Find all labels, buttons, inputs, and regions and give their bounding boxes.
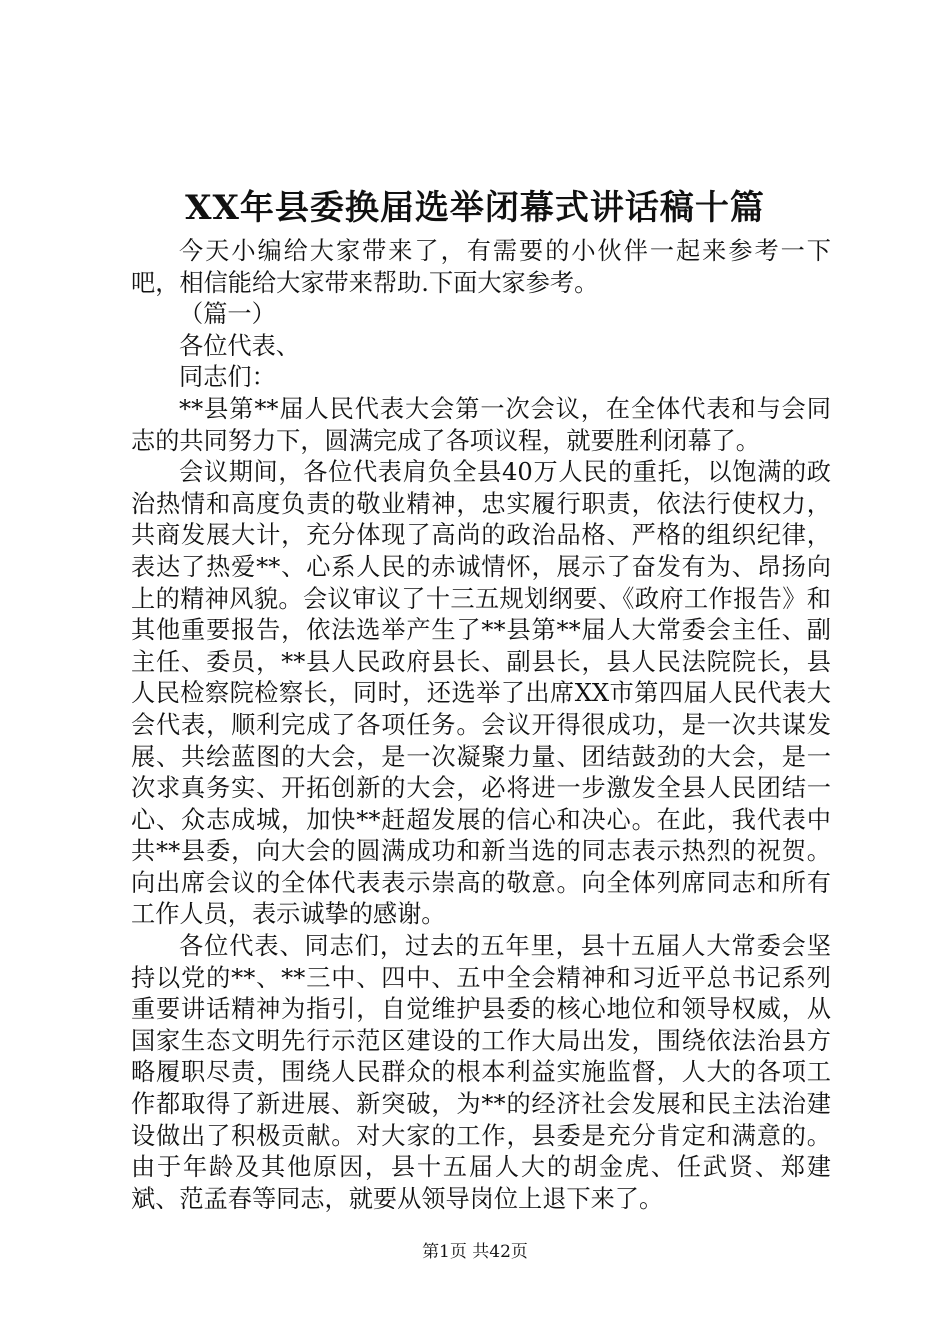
paragraph-salutation-delegates: 各位代表、 bbox=[179, 331, 300, 360]
document-title: XX年县委换届选举闭幕式讲话稿十篇 bbox=[185, 188, 765, 228]
paragraph-salutation-comrades: 同志们： bbox=[179, 363, 276, 392]
paragraph-section-label: （篇一） bbox=[179, 300, 276, 329]
paragraph-five-years-review: 各位代表、同志们，过去的五年里，县十五届人大常委会坚持以党的**、**三中、四中、五中全会精神和习近平总书记系列重要讲话精神为指引，自觉维护县委的核心地位和领导权威，从国家生态文明先行示范区建设的工作大局出发，围绕依法治县方略履职尽责，围绕人民群众的根本利益实施监督，人大的各项工作都取得了新进展、新突破，为**的经济社会发展和民主法治建设做出了积极贡献。对大家的工作，县委是充分肯定和满意的。由于年龄及其他原因，县十五届人大的胡金虎、任武贤、郑建斌、范孟春等同志，就要从领导岗位上退下来了。 bbox=[131, 932, 831, 1213]
paragraph-intro: 今天小编给大家带来了，有需要的小伙伴一起来参考一下吧，相信能给大家带来帮助.下面大家参考。 bbox=[131, 237, 831, 297]
paragraph-meeting-summary: 会议期间，各位代表肩负全县40万人民的重托，以饱满的政治热情和高度负责的敬业精神，忠实履行职责，依法行使权力，共商发展大计，充分体现了高尚的政治品格、严格的组织纪律，表达了热爱**、心系人民的赤诚情怀，展示了奋发有为、昂扬向上的精神风貌。会议审议了十三五规划纲要、《政府工作报告》和其他重要报告，依法选举产生了**县第**届人大常委会主任、副主任、委员，**县人民政府县长、副县长，县人民法院院长，县人民检察院检察长，同时，还选举了出席XX市第四届人民代表大会代表，顺利完成了各项任务。会议开得很成功，是一次共谋发展、共绘蓝图的大会，是一次凝聚力量、团结鼓劲的大会，是一次求真务实、开拓创新的大会，必将进一步激发全县人民团结一心、众志成城，加快**赶超发展的信心和决心。在此，我代表中共**县委，向大会的圆满成功和新当选的同志表示热烈的祝贺。向出席会议的全体代表表示崇高的敬意。向全体列席同志和所有工作人员，表示诚挚的感谢。 bbox=[131, 458, 831, 929]
paragraph-opening: **县第**届人民代表大会第一次会议，在全体代表和与会同志的共同努力下，圆满完成了各项议程，就要胜利闭幕了。 bbox=[131, 394, 831, 455]
page-footer: 第1页 共42页 bbox=[422, 1242, 528, 1262]
document-body bbox=[131, 236, 831, 1215]
